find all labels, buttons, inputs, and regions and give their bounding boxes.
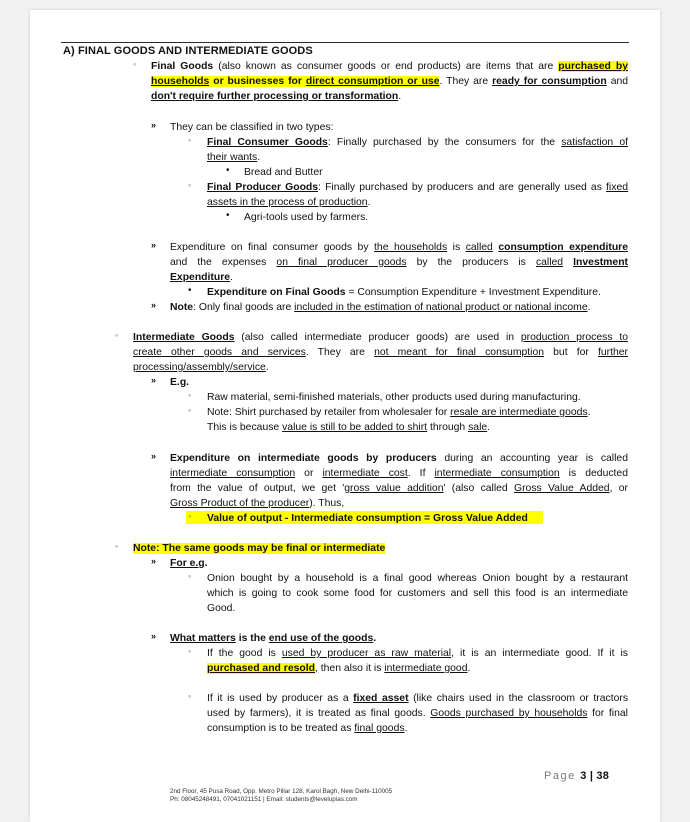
underlined-text: production process to bbox=[520, 332, 628, 343]
classify-intro: They can be classified in two types: bbox=[170, 122, 334, 133]
underlined-text: What matters bbox=[170, 633, 236, 644]
text-span: . bbox=[204, 558, 208, 569]
intermediate-goods-paragraph bbox=[133, 330, 628, 375]
text-span: for final bbox=[587, 708, 628, 719]
page-total: 38 bbox=[596, 770, 610, 782]
text-span: is deducted bbox=[559, 468, 628, 479]
page-separator: | bbox=[586, 770, 597, 782]
circle-bullet-icon: ◦ bbox=[188, 511, 192, 521]
underlined-text: For e.g bbox=[170, 558, 205, 569]
highlighted-text: or businesses for bbox=[209, 76, 306, 87]
intermediate-expenditure-paragraph bbox=[170, 451, 628, 511]
eg-label: E.g. bbox=[170, 377, 190, 388]
text-span: but for bbox=[544, 347, 598, 358]
text-span: consumption is to be treated as bbox=[207, 723, 355, 734]
underlined-text: Expenditure bbox=[170, 272, 231, 283]
underlined-text: used by producer as raw material bbox=[281, 648, 452, 659]
underlined-text: on final producer goods bbox=[276, 257, 407, 268]
bullet-dot-icon: • bbox=[226, 210, 230, 221]
text-span: . They are bbox=[305, 347, 375, 358]
text-span: is the bbox=[235, 633, 269, 644]
same-goods-note bbox=[133, 541, 385, 556]
eg-raw-material: Raw material, semi-finished materials, other products used during manufacturing. bbox=[207, 392, 581, 403]
page-number bbox=[544, 770, 609, 782]
text-span: . bbox=[587, 407, 591, 418]
underlined-text: intermediate good bbox=[384, 663, 468, 674]
underlined-text: Investment bbox=[573, 257, 629, 268]
raw-material-case bbox=[207, 646, 628, 676]
underlined-text: sale bbox=[468, 422, 488, 433]
underlined-text: not meant for final consumption bbox=[374, 347, 545, 358]
text-span: , then also it is bbox=[314, 663, 385, 674]
text-line: Onion bought by a household is a final good whereas Onion bought by a restaurant bbox=[207, 573, 628, 584]
circle-bullet-icon: ◦ bbox=[188, 390, 192, 400]
text-span: , it is an intermediate good. If it is bbox=[451, 648, 628, 659]
text-span: If the good is bbox=[207, 648, 282, 659]
bullet-dot-icon: • bbox=[226, 165, 230, 176]
text-span: is bbox=[447, 242, 466, 253]
underlined-text: assets in the process of production bbox=[207, 197, 368, 208]
underlined-text: the households bbox=[374, 242, 448, 253]
bold-text: Expenditure on intermediate goods by producers bbox=[170, 453, 437, 464]
circle-bullet-icon: ◦ bbox=[115, 541, 119, 551]
gross-value-added-formula: Value of output - Intermediate consumption = Gross Value Added bbox=[207, 513, 528, 524]
intermediate-goods-term: Intermediate Goods bbox=[133, 332, 235, 343]
underlined-text: Gross Product of the producer bbox=[170, 498, 310, 509]
underlined-text: create other goods and services bbox=[133, 347, 306, 358]
text-span: (also known as consumer goods or end products) are items that are bbox=[213, 61, 559, 72]
text-span: . bbox=[587, 302, 591, 313]
underlined-text: their wants bbox=[207, 152, 258, 163]
final-goods-paragraph bbox=[151, 59, 628, 104]
text-span: , or bbox=[609, 483, 629, 494]
double-arrow-bullet-icon: » bbox=[151, 451, 157, 461]
text-span: . bbox=[367, 197, 371, 208]
text-span: This is because bbox=[207, 422, 283, 433]
producer-goods-term: Final Producer Goods bbox=[207, 182, 319, 193]
text-span: or bbox=[295, 468, 323, 479]
text-span: . bbox=[230, 272, 233, 283]
double-arrow-bullet-icon: » bbox=[151, 300, 157, 310]
highlighted-text: purchased by bbox=[558, 61, 628, 72]
underlined-text: included in the estimation of national product or national income bbox=[294, 302, 588, 313]
underlined-text: intermediate consumption bbox=[170, 468, 296, 479]
circle-bullet-icon: ◦ bbox=[188, 691, 192, 701]
highlighted-text: purchased and resold bbox=[207, 663, 315, 674]
text-span: . They are bbox=[439, 76, 493, 87]
circle-bullet-icon: ◦ bbox=[188, 571, 192, 581]
underlined-text: intermediate consumption bbox=[434, 468, 560, 479]
underlined-text: don't require further processing or transformation bbox=[151, 91, 399, 102]
text-span: . bbox=[404, 723, 408, 734]
text-span: through bbox=[427, 422, 469, 433]
circle-bullet-icon: ◦ bbox=[115, 330, 119, 340]
producer-example: Agri-tools used by farmers. bbox=[244, 212, 369, 223]
highlighted-text: households bbox=[151, 76, 210, 87]
underlined-text: called bbox=[465, 242, 493, 253]
text-span: . bbox=[373, 633, 377, 644]
text-span: . bbox=[398, 91, 402, 102]
double-arrow-bullet-icon: » bbox=[151, 120, 157, 130]
eg-shirt-note bbox=[207, 405, 591, 435]
circle-bullet-icon: ◦ bbox=[133, 59, 137, 69]
underlined-text: gross value addition bbox=[344, 483, 444, 494]
text-span: ). Thus, bbox=[309, 498, 345, 509]
underlined-text: further bbox=[597, 347, 629, 358]
what-matters-heading bbox=[170, 631, 376, 646]
text-span: . If bbox=[407, 468, 435, 479]
text-span: (also called intermediate producer goods) are used in bbox=[234, 332, 521, 343]
text-span: from the value of output, we get ' bbox=[170, 483, 345, 494]
circle-bullet-icon: ◦ bbox=[188, 135, 192, 145]
final-producer-goods-item bbox=[207, 180, 628, 210]
text-span: : Finally purchased by producers and are generally used as bbox=[318, 182, 607, 193]
formula-label: Expenditure on Final Goods bbox=[207, 287, 346, 298]
underlined-text: value is still to be added to shirt bbox=[282, 422, 428, 433]
underlined-text: final goods bbox=[354, 723, 405, 734]
underlined-text: intermediate cost bbox=[322, 468, 408, 479]
text-line: Good. bbox=[207, 603, 236, 614]
underlined-text: fixed asset bbox=[353, 693, 409, 704]
circle-bullet-icon: ◦ bbox=[188, 180, 192, 190]
for-eg-label bbox=[170, 556, 208, 571]
text-span: and the expenses bbox=[170, 257, 277, 268]
text-span: If it is used by producer as a bbox=[207, 693, 354, 704]
text-span: Note: Shirt purchased by retailer from wholesaler for bbox=[207, 407, 451, 418]
text-line: which is going to cook some food for customers and sell this food is an intermediate bbox=[207, 588, 628, 599]
text-span: by the producers is bbox=[406, 257, 536, 268]
text-span: . bbox=[467, 663, 471, 674]
circle-bullet-icon: ◦ bbox=[188, 405, 192, 415]
underlined-text: consumption expenditure bbox=[498, 242, 628, 253]
national-income-note bbox=[170, 300, 591, 315]
circle-bullet-icon: ◦ bbox=[188, 646, 192, 656]
final-goods-formula bbox=[207, 285, 601, 300]
text-span: ' (also called bbox=[443, 483, 515, 494]
underlined-text: processing/assembly/service bbox=[133, 362, 266, 373]
highlighted-text: Note: The same goods may be final or intermediate bbox=[133, 543, 386, 554]
consumer-example: Bread and Butter bbox=[244, 167, 323, 178]
double-arrow-bullet-icon: » bbox=[151, 240, 157, 250]
consumer-goods-term: Final Consumer Goods bbox=[207, 137, 328, 148]
formula-text: = Consumption Expenditure + Investment Expenditure. bbox=[345, 287, 601, 298]
final-goods-term: Final Goods bbox=[151, 61, 214, 72]
page-current: 3 bbox=[580, 770, 587, 782]
final-consumer-goods-item bbox=[207, 135, 628, 165]
text-span: and bbox=[606, 76, 629, 87]
fixed-asset-case bbox=[207, 691, 628, 736]
text-span: : Finally purchased by the consumers for the bbox=[327, 137, 562, 148]
underlined-text: called bbox=[535, 257, 564, 268]
document-page bbox=[30, 10, 660, 822]
bullet-dot-icon: • bbox=[188, 285, 192, 296]
underlined-text: ready for consumption bbox=[492, 76, 607, 87]
underlined-text: fixed bbox=[606, 182, 628, 193]
underlined-text: resale are intermediate goods bbox=[450, 407, 588, 418]
highlighted-text: direct consumption or use bbox=[305, 76, 440, 87]
onion-example bbox=[207, 571, 628, 616]
double-arrow-bullet-icon: » bbox=[151, 556, 157, 566]
footer-contact: Ph: 08045248491, 07041021151 | Email: students@levelupias.com bbox=[170, 796, 358, 803]
underlined-text: Goods purchased by households bbox=[430, 708, 588, 719]
underlined-text: Gross Value Added bbox=[514, 483, 610, 494]
double-arrow-bullet-icon: » bbox=[151, 375, 157, 385]
text-span: used by farmers), it is treated as final goods. bbox=[207, 708, 431, 719]
underlined-text: end use of the goods bbox=[268, 633, 374, 644]
note-label: Note bbox=[170, 302, 194, 313]
heading-rule bbox=[61, 42, 629, 43]
page-label: Page bbox=[544, 770, 581, 782]
text-span bbox=[563, 257, 573, 268]
section-heading: A) FINAL GOODS AND INTERMEDIATE GOODS bbox=[63, 45, 313, 57]
text-span: (like chairs used in the classroom or tractors bbox=[408, 693, 629, 704]
double-arrow-bullet-icon: » bbox=[151, 631, 157, 641]
text-span: : Only final goods are bbox=[193, 302, 295, 313]
underlined-text: satisfaction of bbox=[561, 137, 629, 148]
text-span: Expenditure on final consumer goods by bbox=[170, 242, 375, 253]
text-span: . bbox=[487, 422, 491, 433]
footer-address: 2nd Floor, 45 Pusa Road, Opp. Metro Pillar 128, Karol Bagh, New Delhi-110005 bbox=[170, 788, 393, 795]
text-span: . bbox=[265, 362, 269, 373]
text-span: during an accounting year is called bbox=[436, 453, 628, 464]
text-span: . bbox=[257, 152, 261, 163]
expenditure-paragraph bbox=[170, 240, 628, 285]
